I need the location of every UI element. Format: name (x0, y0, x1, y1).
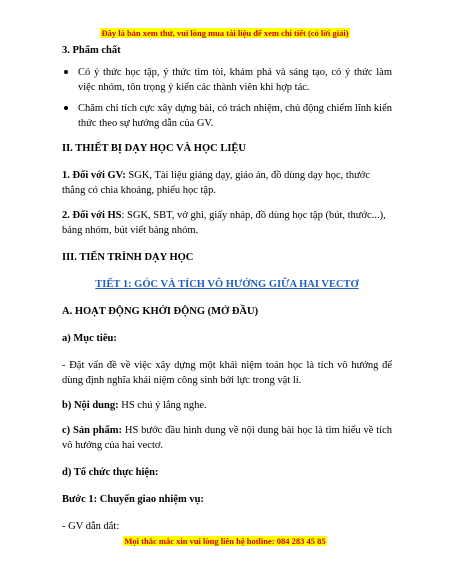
product-line (62, 423, 392, 453)
product-text: HS bước đầu hình dung về nội dung bài học là tìm hiểu về tích vô hướng của hai vectơ. (62, 425, 392, 451)
hotline-banner-text: Mọi thắc mắc xin vui lòng liên hệ hotline: 084 283 45 85 (124, 536, 326, 546)
lesson-title: TIẾT 1: GÓC VÀ TÍCH VÔ HƯỚNG GIỮA HAI VECTƠ (95, 279, 359, 290)
step-1-title: Bước 1: Chuyển giao nhiệm vụ: (62, 494, 204, 505)
goal-text: - Đặt vấn đề về việc xây dựng một khái niệm toán học là tích vô hướng để dùng định nghĩa khái niệm công sinh bởi lực trong vật lí. (62, 360, 392, 386)
part-3-title: III. TIẾN TRÌNH DẠY HỌC (62, 252, 194, 263)
quality-list (62, 65, 392, 131)
student-label: 2. Đối với HS (62, 210, 122, 221)
gv-lead: - GV dẫn dắt: (62, 521, 120, 532)
content-text: HS chú ý lắng nghe. (118, 400, 207, 411)
part-2-title: II. THIẾT BỊ DẠY HỌC VÀ HỌC LIỆU (62, 143, 246, 154)
teacher-materials (62, 168, 392, 198)
list-item: Chăm chỉ tích cực xây dựng bài, có trách nhiệm, chủ động chiếm lĩnh kiến thức theo sự hướng dẫn của GV. (62, 101, 392, 131)
preview-banner (0, 27, 450, 39)
product-label: c) Sản phẩm: (62, 425, 122, 436)
document-body (62, 43, 392, 534)
student-text: : SGK, SBT, vở ghi, giấy nháp, đồ dùng học tập (bút, thước...), bảng nhóm, bút viết bảng nhóm. (62, 210, 386, 236)
section-3-title: 3. Phẩm chất (62, 45, 121, 56)
teacher-text: SGK, Tài liệu giảng dạy, giáo án, đồ dùng dạy học, thước thẳng có chia khoảng, phiếu học tập. (62, 170, 371, 196)
content-label: b) Nội dung: (62, 400, 119, 411)
preview-banner-text: Đây là bản xem thử, vui lòng mua tài liệu để xem chi tiết (có lời giải) (101, 28, 349, 38)
organization-label: d) Tổ chức thực hiện: (62, 467, 159, 478)
content-line (62, 398, 392, 413)
goal-label: a) Mục tiêu: (62, 333, 117, 344)
hotline-banner (0, 535, 450, 547)
activity-a-title: A. HOẠT ĐỘNG KHỞI ĐỘNG (MỞ ĐẦU) (62, 306, 259, 317)
teacher-label: 1. Đối với GV: (62, 170, 126, 181)
list-item: Có ý thức học tập, ý thức tìm tòi, khám phá và sáng tạo, có ý thức làm việc nhóm, tôn trọng ý kiến các thành viên khi hợp tác. (62, 65, 392, 95)
student-materials (62, 208, 392, 238)
